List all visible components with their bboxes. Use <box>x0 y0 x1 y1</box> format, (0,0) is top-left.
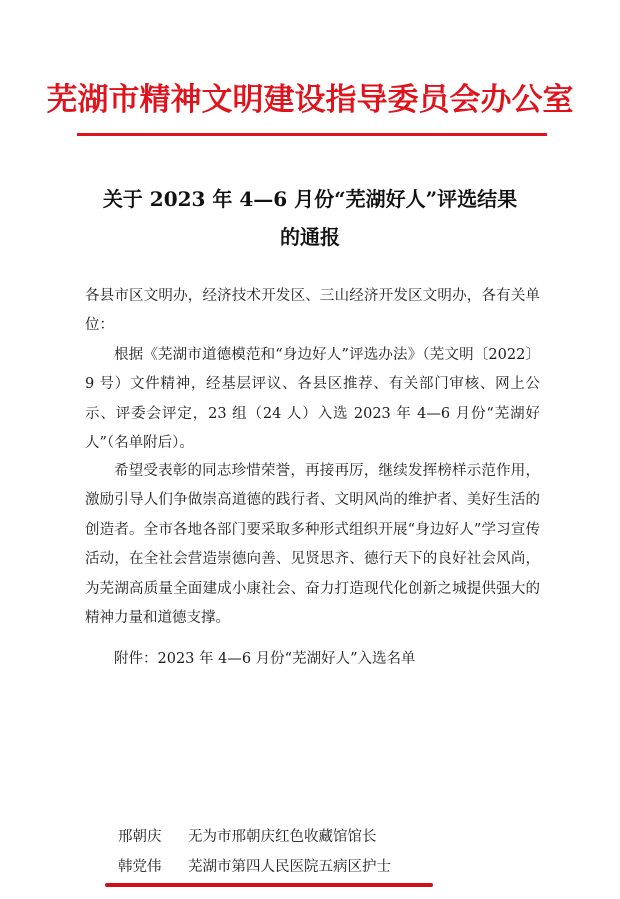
title-line-1: 关于 2023 年 4—6 月份“芜湖好人”评选结果 <box>102 187 518 211</box>
honoree-description: 芜湖市第四人民医院五病区护士 <box>188 859 391 875</box>
body-paragraph-2: 希望受表彰的同志珍惜荣誉，再接再厉，继续发挥榜样示范作用，激励引导人们争做崇高道德的践行者、文明风尚的维护者、美好生活的创造者。全市各地各部门要采取多种形式组织开展“身边好人”学习宣传活动，在全社会营造崇德向善、见贤思齐、德行天下的良好社会风尚，为芜湖高质量全面建成小康社会、奋力打造现代化创新之城提供强大的精神力量和道德支撑。 <box>85 463 540 627</box>
honoree-description: 无为市邢朝庆红色收藏馆馆长 <box>188 829 377 845</box>
masthead-red-rule <box>77 133 547 136</box>
list-item <box>118 822 478 852</box>
honoree-list <box>118 822 478 882</box>
body-paragraph-1: 根据《芜湖市道德模范和“身边好人”评选办法》（芜文明〔2022〕9 号）文件精神，经基层评议、各县区推荐、有关部门审核、网上公示、评委会评定，23 组（24 人）入选 2023 年 4—6 月份“芜湖好人”（名单附后）。 <box>85 347 540 452</box>
highlight-underline <box>105 883 433 887</box>
honoree-name: 韩党伟 <box>118 859 162 875</box>
honoree-name: 邢朝庆 <box>118 829 162 845</box>
title-line-2: 的通报 <box>280 225 340 249</box>
list-item <box>118 852 478 882</box>
document-title <box>60 180 560 256</box>
salutation: 各县市区文明办，经济技术开发区、三山经济开发区文明办，各有关单位： <box>85 288 540 334</box>
issuing-authority-masthead: 芜湖市精神文明建设指导委员会办公室 <box>46 82 574 118</box>
attachment-note: 附件：2023 年 4—6 月份“芜湖好人”入选名单 <box>114 651 416 667</box>
